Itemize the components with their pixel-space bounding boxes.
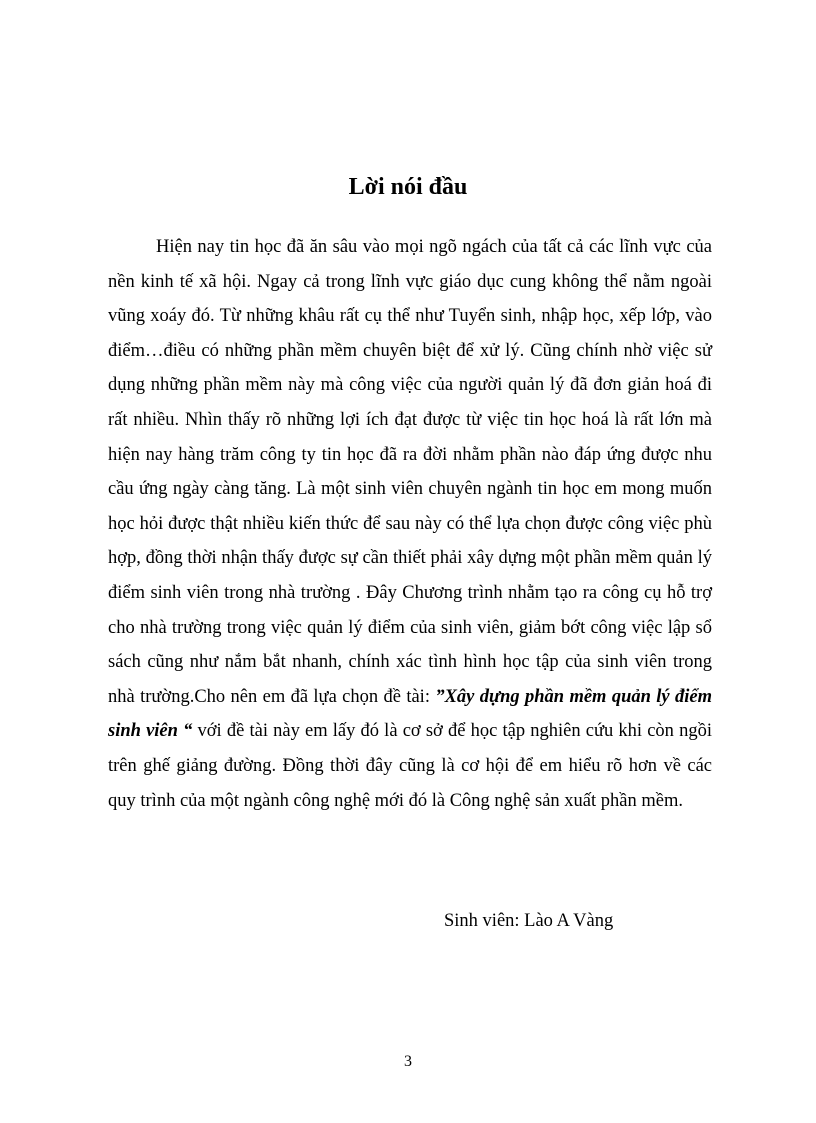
preface-paragraph	[108, 230, 712, 818]
thesis-topic-emphasis: ”Xây dựng phần mềm quản lý điểm sinh viên “	[108, 686, 712, 742]
author-signature: Sinh viên: Lào A Vàng	[444, 911, 614, 931]
paragraph-text-part2: với đề tài này em lấy đó là cơ sở để học tập nghiên cứu khi còn ngồi trên ghế giảng đường. Đồng thời đây cũng là cơ hội để em hiểu rõ hơn về các quy trình của một ngành công nghệ mới đó là Công nghệ sản xuất phần mềm.	[108, 721, 712, 811]
page-number: 3	[404, 1053, 412, 1070]
paragraph-text-part1: Hiện nay tin học đã ăn sâu vào mọi ngõ ngách của tất cả các lĩnh vực của nền kinh tế xã hội. Ngay cả trong lĩnh vực giáo dục cung không thể nằm ngoài vũng xoáy đó. Từ những khâu rất cụ thể như Tuyển sinh, nhập học, xếp lớp, vào điểm…điều có những phần mềm chuyên biệt để xử lý. Cũng chính nhờ việc sử dụng những phần mềm này mà công việc của người quản lý đã đơn giản hoá đi rất nhiều. Nhìn thấy rõ những lợi ích đạt được từ việc tin học hoá là rất lớn mà hiện nay hàng trăm công ty tin học đã ra đời nhằm phần nào đáp ứng được nhu cầu ứng ngày càng tăng. Là một sinh viên chuyên ngành tin học em mong muốn học hỏi được thật nhiều kiến thức để sau này có thể lựa chọn được công việc phù hợp, đồng thời nhận thấy được sự cần thiết phải xây dựng một phần mềm quản lý điểm sinh viên trong nhà trường . Đây Chương trình nhằm tạo ra công cụ hỗ trợ cho nhà trường trong việc quản lý điểm của sinh viên, giảm bớt công việc lập sổ sách cũng như nắm bắt nhanh, chính xác tình hình học tập của sinh viên trong nhà trường.Cho nên em đã lựa chọn đề tài:	[108, 237, 712, 707]
page-title: Lời nói đầu	[348, 174, 468, 200]
